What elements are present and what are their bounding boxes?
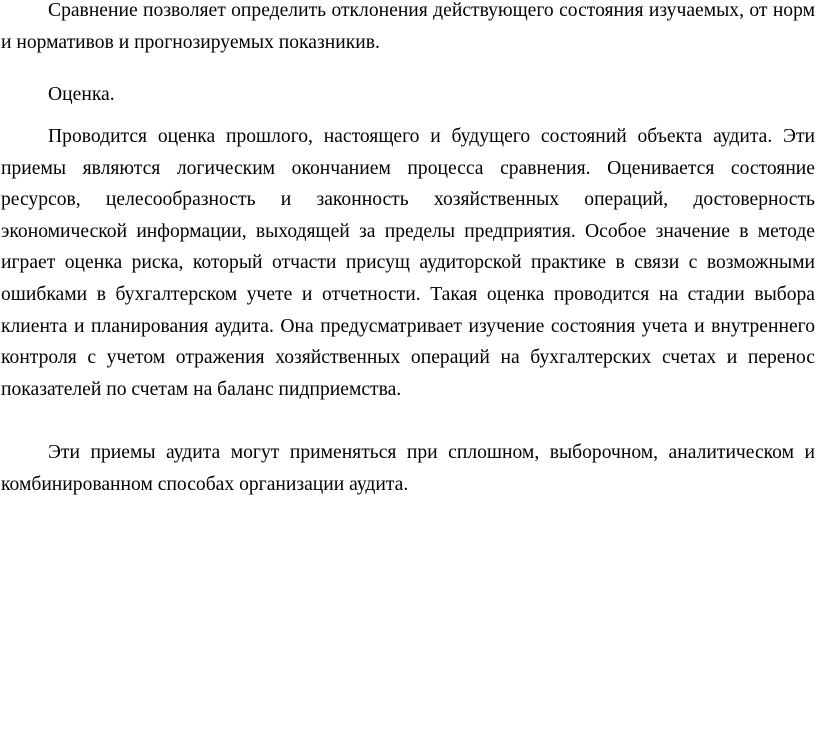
paragraph-assessment-description: Проводится оценка прошлого, настоящего и будущего состояний объекта аудита. Эти приемы являются логическим окончанием процесса сравнения. Оценивается состояние ресурсов, целесообразность и законность хозяйственных операций, достоверность экономической информации, выходящей за пределы предприятия. Особое значение в методе играет оценка риска, который отчасти присущ аудиторской практике в связи с возможными ошибками в бухгалтерском учете и отчетности. Такая оценка проводится на стадии выбора клиента и планирования аудита. Она предусматривает изучение состояния учета и внутреннего контроля с учетом отражения хозяйственных операций на бухгалтерских счетах и перенос показателей по счетам на баланс пидприемства. <box>1 126 815 400</box>
paragraph-heading-assessment: Оценка. <box>48 84 115 105</box>
paragraph-audit-methods: Эти приемы аудита могут применяться при сплошном, выборочном, аналитическом и комбинированном способах организации аудита. <box>1 442 815 495</box>
paragraph-comparison: Сравнение позволяет определить отклонения действующего состояния изучаемых, от норм и нормативов и прогнозируемых показникив. <box>1 0 815 53</box>
